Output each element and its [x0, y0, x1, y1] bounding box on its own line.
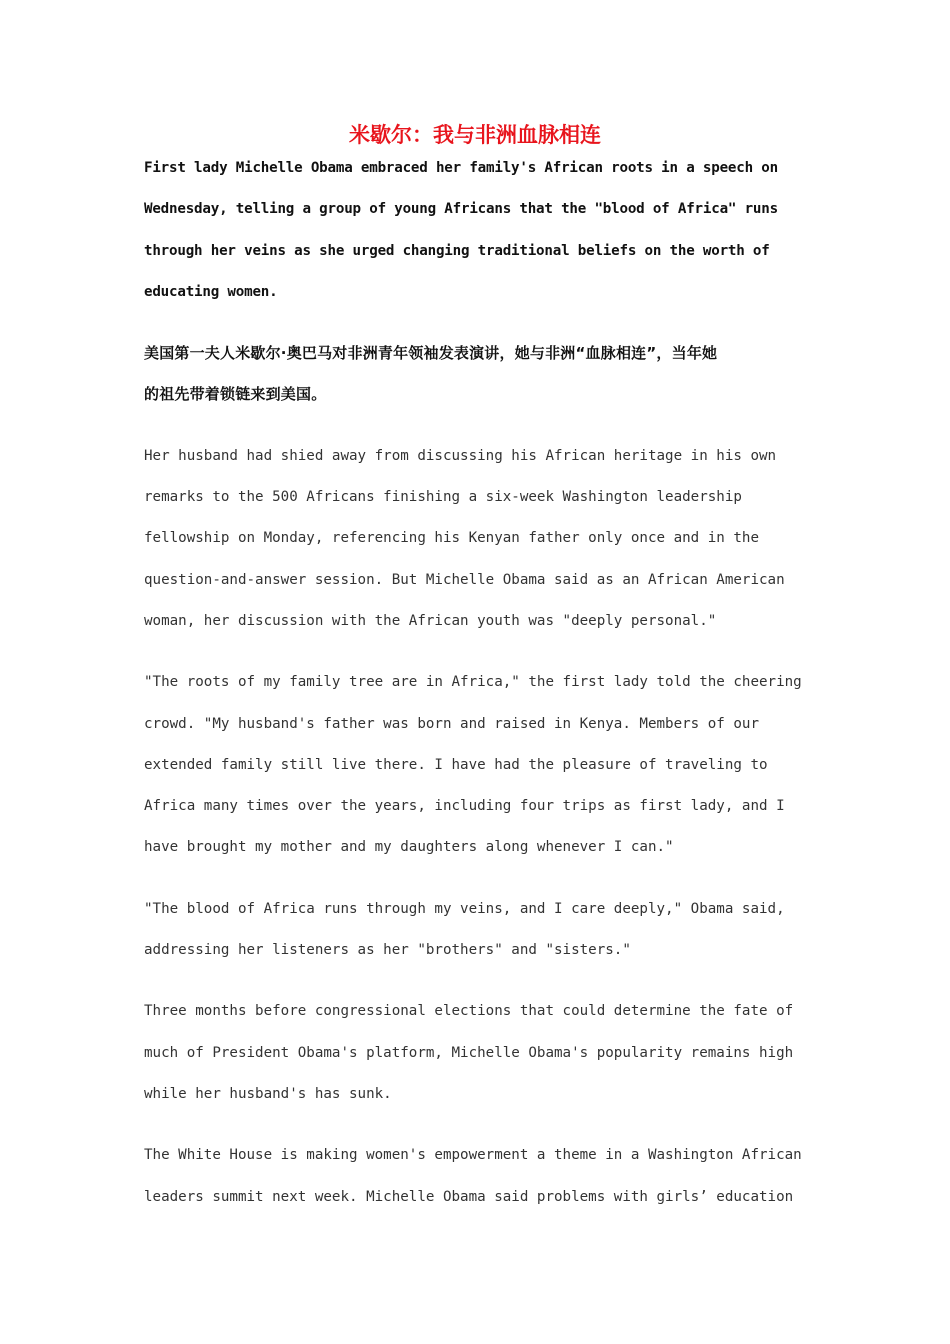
article-body	[144, 148, 824, 1238]
paragraph-husband-heritage: Her husband had shied away from discussing his African heritage in his own remarks to the 500 Africans finishing a six-week Washington leadership fellowship on Monday, referencing his Kenyan father only once and in the question-and-answer session. But Michelle Obama said as an African American woman, her discussion with the African youth was "deeply personal."	[144, 447, 785, 629]
paragraph-chinese-summary: 美国第一夫人米歇尔·奥巴马对非洲青年领袖发表演讲，她与非洲“血脉相连”，当年她 的祖先带着锁链来到美国。	[144, 344, 718, 404]
paragraph-womens-empowerment: The White House is making women's empowerment a theme in a Washington African leaders summit next week. Michelle Obama said problems with girls’ education	[144, 1147, 802, 1205]
article-title: 米歇尔：我与非洲血脉相连	[349, 122, 601, 147]
paragraph-popularity: Three months before congressional elections that could determine the fate of much of President Obama's platform, Michelle Obama's popularity remains high while her husband's has sunk.	[144, 1003, 794, 1102]
paragraph-lead: First lady Michelle Obama embraced her family's African roots in a speech on Wednesday, telling a group of young Africans that the "blood of Africa" runs through her veins as she urged changing traditional beliefs on the worth of educating women.	[144, 160, 778, 300]
paragraph-family-roots: "The roots of my family tree are in Africa," the first lady told the cheering crowd. "My husband's father was born and raised in Kenya. Members of our extended family still live there. I have had the pleasure of traveling to Africa many times over the years, including four trips as first lady, and I have brought my mother and my daughters along whenever I can."	[144, 674, 802, 856]
paragraph-blood-of-africa: "The blood of Africa runs through my veins, and I care deeply," Obama said, addressing her listeners as her "brothers" and "sisters."	[144, 900, 785, 959]
